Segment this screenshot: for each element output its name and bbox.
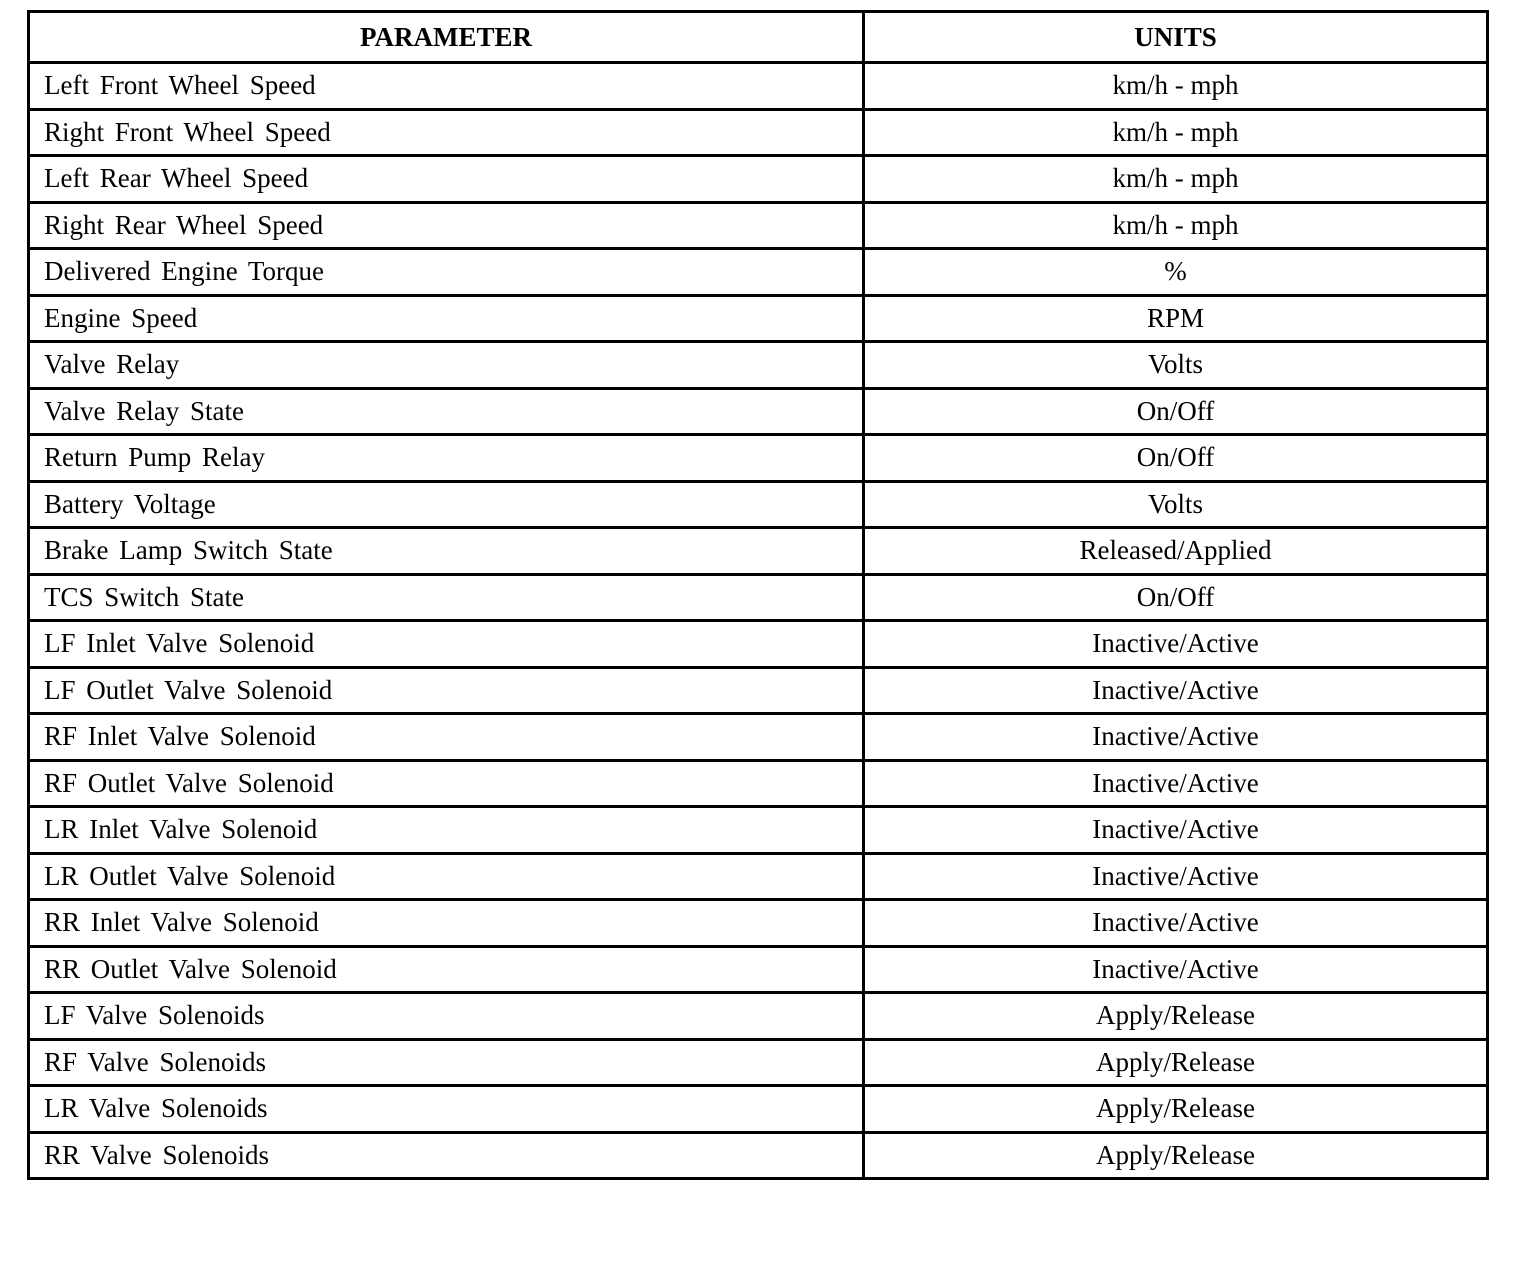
units-cell: Inactive/Active xyxy=(864,760,1488,807)
units-cell: RPM xyxy=(864,295,1488,342)
parameter-cell: Left Front Wheel Speed xyxy=(29,63,864,110)
parameter-cell: Return Pump Relay xyxy=(29,435,864,482)
units-cell: km/h - mph xyxy=(864,109,1488,156)
table-row xyxy=(29,993,1488,1040)
parameter-cell: LR Inlet Valve Solenoid xyxy=(29,807,864,854)
parameter-cell: RR Inlet Valve Solenoid xyxy=(29,900,864,947)
units-cell: Inactive/Active xyxy=(864,667,1488,714)
parameter-cell: Right Rear Wheel Speed xyxy=(29,202,864,249)
parameter-column-header: PARAMETER xyxy=(29,12,864,63)
table-row xyxy=(29,481,1488,528)
units-cell: Inactive/Active xyxy=(864,621,1488,668)
units-cell: Inactive/Active xyxy=(864,853,1488,900)
parameter-cell: Left Rear Wheel Speed xyxy=(29,156,864,203)
units-cell: Inactive/Active xyxy=(864,714,1488,761)
table-row xyxy=(29,1086,1488,1133)
parameter-cell: Brake Lamp Switch State xyxy=(29,528,864,575)
units-cell: Apply/Release xyxy=(864,1132,1488,1179)
table-header-row xyxy=(29,12,1488,63)
table-row xyxy=(29,946,1488,993)
table-row xyxy=(29,1039,1488,1086)
units-cell: Volts xyxy=(864,342,1488,389)
units-cell: Inactive/Active xyxy=(864,807,1488,854)
table-row xyxy=(29,295,1488,342)
parameter-cell: Battery Voltage xyxy=(29,481,864,528)
table-row xyxy=(29,667,1488,714)
units-cell: Apply/Release xyxy=(864,1039,1488,1086)
parameter-cell: Valve Relay State xyxy=(29,388,864,435)
parameter-cell: Valve Relay xyxy=(29,342,864,389)
table-row xyxy=(29,249,1488,296)
units-cell: Apply/Release xyxy=(864,1086,1488,1133)
parameter-cell: LF Outlet Valve Solenoid xyxy=(29,667,864,714)
units-cell: On/Off xyxy=(864,435,1488,482)
table-row xyxy=(29,574,1488,621)
table-row xyxy=(29,528,1488,575)
parameter-cell: LR Outlet Valve Solenoid xyxy=(29,853,864,900)
units-cell: Inactive/Active xyxy=(864,946,1488,993)
parameter-cell: LF Valve Solenoids xyxy=(29,993,864,1040)
table-row xyxy=(29,621,1488,668)
units-cell: km/h - mph xyxy=(864,156,1488,203)
table-row xyxy=(29,202,1488,249)
parameter-cell: TCS Switch State xyxy=(29,574,864,621)
table-row xyxy=(29,63,1488,110)
table-row xyxy=(29,714,1488,761)
parameter-table xyxy=(27,10,1489,1180)
table-body xyxy=(29,63,1488,1179)
table-row xyxy=(29,853,1488,900)
units-cell: % xyxy=(864,249,1488,296)
units-cell: Released/Applied xyxy=(864,528,1488,575)
table-row xyxy=(29,1132,1488,1179)
parameter-cell: RR Outlet Valve Solenoid xyxy=(29,946,864,993)
table-row xyxy=(29,900,1488,947)
table-row xyxy=(29,342,1488,389)
table-row xyxy=(29,760,1488,807)
units-cell: km/h - mph xyxy=(864,202,1488,249)
parameter-cell: RF Valve Solenoids xyxy=(29,1039,864,1086)
parameter-cell: Engine Speed xyxy=(29,295,864,342)
parameter-cell: LF Inlet Valve Solenoid xyxy=(29,621,864,668)
units-cell: On/Off xyxy=(864,574,1488,621)
table-row xyxy=(29,435,1488,482)
units-column-header: UNITS xyxy=(864,12,1488,63)
parameter-cell: RF Outlet Valve Solenoid xyxy=(29,760,864,807)
parameter-cell: RF Inlet Valve Solenoid xyxy=(29,714,864,761)
units-cell: On/Off xyxy=(864,388,1488,435)
table-row xyxy=(29,109,1488,156)
parameter-cell: Delivered Engine Torque xyxy=(29,249,864,296)
units-cell: km/h - mph xyxy=(864,63,1488,110)
units-cell: Inactive/Active xyxy=(864,900,1488,947)
units-cell: Volts xyxy=(864,481,1488,528)
parameter-cell: LR Valve Solenoids xyxy=(29,1086,864,1133)
table-row xyxy=(29,388,1488,435)
parameter-cell: Right Front Wheel Speed xyxy=(29,109,864,156)
units-cell: Apply/Release xyxy=(864,993,1488,1040)
table-row xyxy=(29,156,1488,203)
parameter-cell: RR Valve Solenoids xyxy=(29,1132,864,1179)
table-row xyxy=(29,807,1488,854)
